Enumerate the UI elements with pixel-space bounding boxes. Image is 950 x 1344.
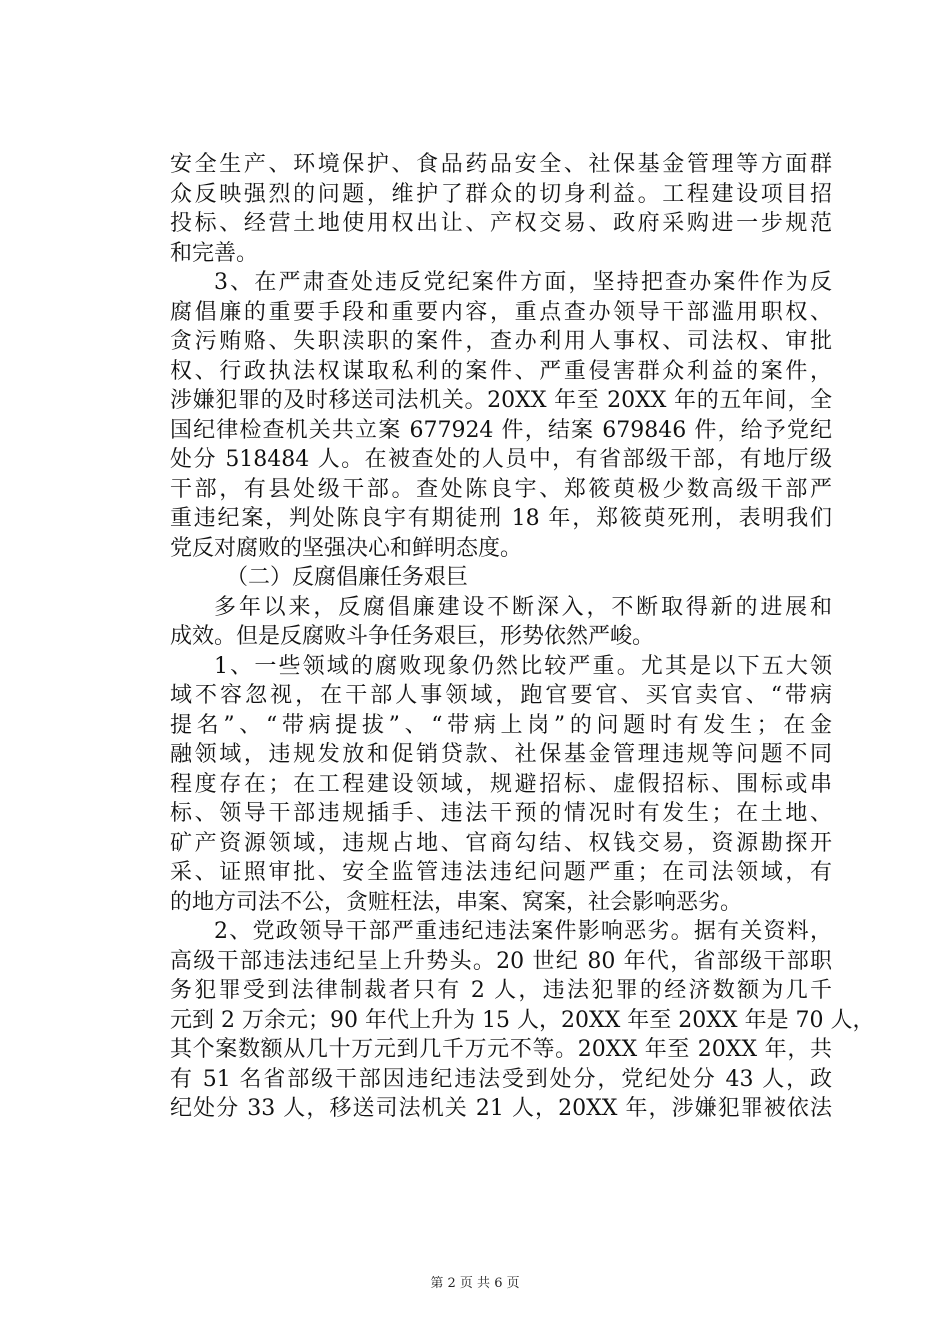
page-footer: 第 2 页 共 6 页: [430, 1276, 520, 1291]
text-line: 程度存在；在工程建设领域，规避招标、虚假招标、围标或串: [170, 771, 832, 797]
text-line: 和完善。: [170, 240, 259, 266]
text-line: 安全生产、环境保护、食品药品安全、社保基金管理等方面群: [170, 152, 832, 177]
text-line: 贪污贿赂、失职渎职的案件，查办利用人事权、司法权、审批: [170, 329, 832, 354]
text-line: 众反映强烈的问题，维护了群众的切身利益。工程建设项目招: [170, 181, 832, 207]
text-line: 2、党政领导干部严重违纪违法案件影响恶劣。据有关资料，: [214, 919, 832, 944]
section-heading: （二）反腐倡廉任务艰巨: [226, 565, 469, 590]
text-line: 权、行政执法权谋取私利的案件、严重侵害群众利益的案件，: [170, 358, 832, 384]
text-line: 处分 518484 人。在被查处的人员中，有省部级干部，有地厅级: [170, 447, 832, 472]
text-line: 投标、经营土地使用权出让、产权交易、政府采购进一步规范: [170, 211, 832, 236]
text-line: 腐倡廉的重要手段和重要内容，重点查办领导干部滥用职权、: [170, 299, 832, 325]
text-line: 重违纪案，判处陈良宇有期徒刑 18 年，郑筱萸死刑，表明我们: [170, 506, 832, 531]
text-line: 国纪律检查机关共立案 677924 件，结案 679846 件，给予党纪: [170, 417, 832, 443]
text-line: 党反对腐败的坚强决心和鲜明态度。: [170, 535, 523, 561]
text-line: 务犯罪受到法律制裁者只有 2 人，违法犯罪的经济数额为几千: [170, 978, 832, 1003]
text-line: 纪处分 33 人，移送司法机关 21 人，20XX 年，涉嫌犯罪被依法: [170, 1096, 832, 1121]
text-line: 采、证照审批、安全监管违法违纪问题严重；在司法领域，有: [170, 860, 832, 885]
text-line: 标、领导干部违规插手、违法干预的情况时有发生；在土地、: [170, 801, 832, 826]
text-line: 干部，有县处级干部。查处陈良宇、郑筱萸极少数高级干部严: [170, 476, 832, 502]
document-body: [170, 150, 875, 1124]
text-line: 域不容忽视，在干部人事领域，跑官要官、买官卖官、“带病: [170, 683, 832, 708]
text-line: 的地方司法不公，贪赃枉法，串案、窝案，社会影响恶劣。: [170, 889, 743, 915]
text-line: 成效。但是反腐败斗争任务艰巨，形势依然严峻。: [170, 624, 655, 649]
text-line: 有 51 名省部级干部因违纪违法受到处分，党纪处分 43 人，政: [170, 1066, 832, 1092]
text-line: 1、一些领域的腐败现象仍然比较严重。尤其是以下五大领: [214, 653, 832, 679]
text-line: 多年以来，反腐倡廉建设不断深入，不断取得新的进展和: [214, 594, 832, 620]
text-line: 融领域，违规发放和促销贷款、社保基金管理违规等问题不同: [170, 742, 832, 767]
text-line: 涉嫌犯罪的及时移送司法机关。20XX 年至 20XX 年的五年间，全: [170, 388, 832, 413]
text-line: 提名”、“带病提拔”、“带病上岗”的问题时有发生；在金: [170, 712, 832, 738]
text-line: 3、在严肃查处违反党纪案件方面，坚持把查办案件作为反: [214, 270, 832, 295]
text-line: 元到 2 万余元；90 年代上升为 15 人，20XX 年至 20XX 年是 70 人，: [170, 1007, 875, 1033]
text-line: 其个案数额从几十万元到几千万元不等。20XX 年至 20XX 年，共: [170, 1037, 832, 1062]
text-line: 高级干部违法违纪呈上升势头。20 世纪 80 年代，省部级干部职: [170, 948, 832, 974]
text-line: 矿产资源领域，违规占地、官商勾结、权钱交易，资源勘探开: [170, 830, 832, 856]
